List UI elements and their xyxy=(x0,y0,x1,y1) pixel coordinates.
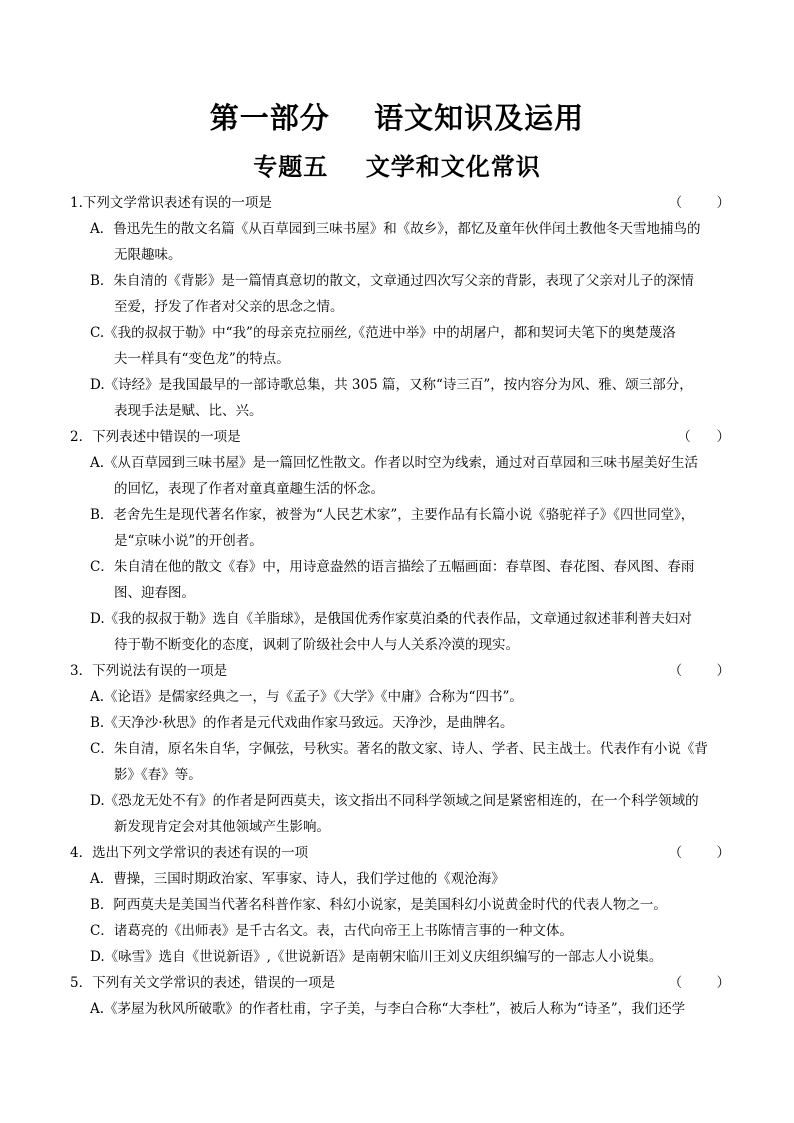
option-text-line: A.《论语》是儒家经典之一，与《孟子》《大学》《中庸》合称为“四书”。 xyxy=(90,689,523,705)
question-stem: 1.下列文学常识表述有误的一项是 xyxy=(70,195,272,211)
answer-blank: （ ） xyxy=(668,845,730,861)
question-stem-row xyxy=(70,840,730,866)
option-text-line: C.《我的叔叔于勒》中“我”的母亲克拉丽丝,《范进中举》中的胡屠户，都和契诃夫笔下的奥楚蔑洛 xyxy=(90,325,676,341)
option-text-line: D.《咏雪》选自《世说新语》,《世说新语》是南朝宋临川王刘义庆组织编写的一部志人小说集。 xyxy=(90,949,663,965)
option-text-line: 影》《春》等。 xyxy=(114,767,202,783)
answer-option xyxy=(70,606,730,658)
option-text-line: D.《诗经》是我国最早的一部诗歌总集，共 305 篇，又称“诗三百”，按内容分为风、雅、颂三部分， xyxy=(90,377,693,393)
option-text-line: D.《我的叔叔于勒》选自《羊脂球》，是俄国优秀作家莫泊桑的代表作品，文章通过叙述菲利普夫妇对 xyxy=(90,611,692,627)
question-stem-row xyxy=(70,190,730,216)
answer-option xyxy=(70,502,730,554)
question-list xyxy=(70,190,730,1022)
topic-title: 专题五 文学和文化常识 xyxy=(253,153,541,181)
option-text-line: 夫一样具有“变色龙”的特点。 xyxy=(114,351,290,367)
question-stem-row xyxy=(70,658,730,684)
option-text-line: A.《茅屋为秋风所破歌》的作者杜甫，字子美，与李白合称“大李杜”，被后人称为“诗圣”，我们还学 xyxy=(90,1001,686,1017)
answer-option xyxy=(70,918,730,944)
answer-option xyxy=(70,320,730,372)
option-text-line: 无限趣味。 xyxy=(114,247,182,263)
option-text-line: B．阿西莫夫是美国当代著名科普作家、科幻小说家，是美国科幻小说黄金时代的代表人物之一。 xyxy=(90,897,667,913)
option-text-line: 图、迎春图。 xyxy=(114,585,195,601)
answer-option xyxy=(70,684,730,710)
answer-option xyxy=(70,866,730,892)
option-text-line: B.《天净沙·秋思》的作者是元代戏曲作家马致远。天净沙，是曲牌名。 xyxy=(90,715,514,731)
option-text-line: 的回忆，表现了作者对童真童趣生活的怀念。 xyxy=(114,481,384,497)
option-text-line: C．朱自清在他的散文《春》中，用诗意盎然的语言描绘了五幅画面：春草图、春花图、春风图、春雨 xyxy=(90,559,695,575)
answer-option xyxy=(70,944,730,970)
answer-blank: （ ） xyxy=(668,975,730,991)
option-text-line: B．朱自清的《背影》是一篇情真意切的散文，文章通过四次写父亲的背影，表现了父亲对儿子的深情 xyxy=(90,273,694,289)
option-text-line: C．诸葛亮的《出师表》是千古名文。表，古代向帝王上书陈情言事的一种文体。 xyxy=(90,923,573,939)
option-text-line: 是“京味小说”的开创者。 xyxy=(114,533,263,549)
question-stem: 3．下列说法有误的一项是 xyxy=(70,663,228,679)
answer-blank: （ ） xyxy=(677,429,730,445)
option-text-line: 至爱，抒发了作者对父亲的思念之情。 xyxy=(114,299,344,315)
answer-blank: （ ） xyxy=(668,663,730,679)
answer-option xyxy=(70,268,730,320)
answer-option xyxy=(70,892,730,918)
question-stem-row xyxy=(70,424,730,450)
option-text-line: A.《从百草园到三味书屋》是一篇回忆性散文。作者以时空为线索，通过对百草园和三味书屋美好生活 xyxy=(90,455,699,471)
answer-option xyxy=(70,554,730,606)
option-text-line: C．朱自清，原名朱自华，字佩弦，号秋实。著名的散文家、诗人、学者、民主战士。代表作有小说《背 xyxy=(90,741,708,757)
answer-blank: （ ） xyxy=(668,195,730,211)
option-text-line: 待于勒不断变化的态度，讽刺了阶级社会中人与人关系冷漠的现实。 xyxy=(114,637,519,653)
option-text-line: B．老舍先生是现代著名作家，被誉为“人民艺术家”，主要作品有长篇小说《骆驼祥子》《四世同堂》， xyxy=(90,507,695,523)
question-stem-row xyxy=(70,970,730,996)
option-text-line: 新发现肯定会对其他领域产生影响。 xyxy=(114,819,330,835)
option-text-line: D.《恐龙无处不有》的作者是阿西莫夫，该文指出不同科学领域之间是紧密相连的，在一个科学领域的 xyxy=(90,793,699,809)
answer-option xyxy=(70,736,730,788)
answer-option xyxy=(70,996,730,1022)
option-text-line: 表现手法是赋、比、兴。 xyxy=(114,403,263,419)
question-stem: 4．选出下列文学常识的表述有误的一项 xyxy=(70,845,309,861)
question-stem: 5．下列有关文学常识的表述，错误的一项是 xyxy=(70,975,336,991)
answer-option xyxy=(70,372,730,424)
answer-option xyxy=(70,216,730,268)
option-text-line: A．鲁迅先生的散文名篇《从百草园到三味书屋》和《故乡》，都忆及童年伙伴闰土教他冬天雪地捕鸟的 xyxy=(90,221,701,237)
section-title: 第一部分 语文知识及运用 xyxy=(209,101,585,135)
answer-option xyxy=(70,450,730,502)
answer-option xyxy=(70,710,730,736)
question-stem: 2．下列表述中错误的一项是 xyxy=(70,429,241,445)
answer-option xyxy=(70,788,730,840)
option-text-line: A．曹操，三国时期政治家、军事家、诗人，我们学过他的《观沧海》 xyxy=(90,871,505,887)
